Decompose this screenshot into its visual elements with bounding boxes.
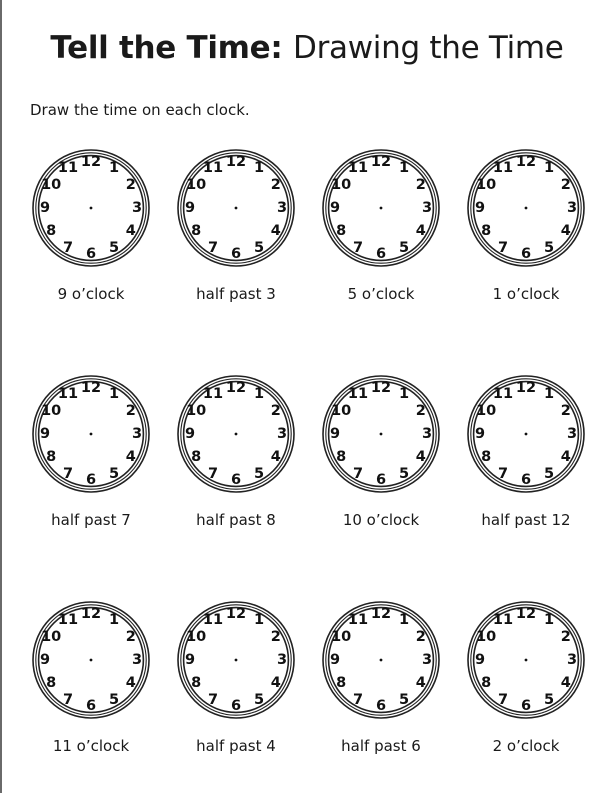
clock-number: 4 xyxy=(415,449,426,465)
clock-number: 11 xyxy=(347,386,369,403)
clock-face[interactable] xyxy=(176,374,296,494)
clock-item xyxy=(25,142,165,312)
clock-face[interactable] xyxy=(466,600,586,720)
clock-item xyxy=(315,368,455,538)
clock-number: 2 xyxy=(415,403,426,419)
clock-number: 5 xyxy=(253,691,265,708)
clock-number: 12 xyxy=(225,154,247,170)
clock-face[interactable] xyxy=(31,374,151,494)
clock-number: 4 xyxy=(270,223,281,239)
clock-number: 7 xyxy=(207,465,219,482)
clock-number: 1 xyxy=(108,612,120,629)
clock-center-dot xyxy=(380,433,383,436)
clock-number: 10 xyxy=(41,177,62,193)
clock-number: 9 xyxy=(474,426,486,442)
clock-number: 6 xyxy=(520,246,532,262)
clock-number: 9 xyxy=(329,426,341,442)
clock-number: 7 xyxy=(207,691,219,708)
clock-number: 10 xyxy=(186,403,207,419)
clock-number: 3 xyxy=(421,200,433,216)
clock-label: half past 6 xyxy=(341,737,421,755)
clock-number: 2 xyxy=(125,177,136,193)
clock-number: 9 xyxy=(474,652,486,668)
clock-number: 6 xyxy=(375,698,387,714)
clock-item xyxy=(25,594,165,764)
clock-number: 6 xyxy=(230,472,242,488)
clock-center-dot xyxy=(380,207,383,210)
page-title xyxy=(0,26,614,70)
clock-number: 8 xyxy=(46,449,57,465)
clock-number: 10 xyxy=(331,403,352,419)
clock-number: 11 xyxy=(202,612,224,629)
clock-label: half past 8 xyxy=(196,511,276,529)
clock-center-dot xyxy=(525,207,528,210)
clock-number: 10 xyxy=(476,403,497,419)
clock-number: 2 xyxy=(560,403,571,419)
clock-number: 3 xyxy=(131,200,143,216)
clock-number: 2 xyxy=(270,403,281,419)
clock-face[interactable] xyxy=(466,374,586,494)
clock-number: 9 xyxy=(184,200,196,216)
clock-number: 4 xyxy=(125,675,136,691)
clock-number: 6 xyxy=(85,246,97,262)
clock-number: 1 xyxy=(543,386,555,403)
clock-number: 4 xyxy=(415,223,426,239)
clock-center-dot xyxy=(90,659,93,662)
clock-number: 8 xyxy=(481,449,492,465)
clock-item xyxy=(460,142,600,312)
clock-number: 1 xyxy=(398,386,410,403)
clock-number: 3 xyxy=(276,652,288,668)
clock-face[interactable] xyxy=(466,148,586,268)
clock-number: 5 xyxy=(108,239,120,256)
clock-number: 10 xyxy=(41,403,62,419)
clock-number: 8 xyxy=(46,223,57,239)
clock-number: 9 xyxy=(39,200,51,216)
clock-number: 3 xyxy=(131,652,143,668)
clock-number: 3 xyxy=(421,652,433,668)
clock-label: half past 3 xyxy=(196,285,276,303)
clock-number: 2 xyxy=(415,177,426,193)
clock-number: 11 xyxy=(57,612,79,629)
clock-number: 9 xyxy=(329,200,341,216)
clock-number: 9 xyxy=(39,426,51,442)
clock-number: 11 xyxy=(492,612,514,629)
clock-number: 2 xyxy=(560,177,571,193)
clock-number: 10 xyxy=(41,629,62,645)
clock-item xyxy=(460,368,600,538)
clock-center-dot xyxy=(90,433,93,436)
clock-label: 10 o’clock xyxy=(342,511,420,529)
clock-number: 10 xyxy=(476,177,497,193)
clock-number: 12 xyxy=(370,154,392,170)
clock-number: 5 xyxy=(253,465,265,482)
clock-face[interactable] xyxy=(176,148,296,268)
clock-number: 8 xyxy=(191,675,202,691)
clock-center-dot xyxy=(235,207,238,210)
clock-number: 5 xyxy=(543,691,555,708)
clock-number: 6 xyxy=(520,472,532,488)
clock-number: 5 xyxy=(398,239,410,256)
clock-number: 6 xyxy=(375,472,387,488)
clock-number: 11 xyxy=(202,386,224,403)
clock-center-dot xyxy=(235,433,238,436)
clock-number: 8 xyxy=(336,449,347,465)
clock-number: 11 xyxy=(492,160,514,177)
clock-number: 1 xyxy=(543,160,555,177)
clock-number: 7 xyxy=(352,691,364,708)
clock-number: 12 xyxy=(515,154,537,170)
clock-number: 6 xyxy=(375,246,387,262)
clock-number: 8 xyxy=(191,449,202,465)
clock-number: 5 xyxy=(543,465,555,482)
clock-number: 7 xyxy=(62,691,74,708)
clock-number: 10 xyxy=(186,177,207,193)
clock-number: 7 xyxy=(352,465,364,482)
clock-item xyxy=(25,368,165,538)
clock-number: 12 xyxy=(80,380,102,396)
clock-number: 7 xyxy=(62,239,74,256)
clock-number: 1 xyxy=(253,160,265,177)
clock-number: 4 xyxy=(560,449,571,465)
clock-number: 12 xyxy=(515,380,537,396)
clock-number: 4 xyxy=(415,675,426,691)
clock-number: 1 xyxy=(253,612,265,629)
clock-number: 7 xyxy=(352,239,364,256)
clock-number: 5 xyxy=(398,465,410,482)
clock-label: 11 o’clock xyxy=(52,737,130,755)
clock-number: 5 xyxy=(398,691,410,708)
clock-number: 8 xyxy=(481,223,492,239)
clock-number: 10 xyxy=(476,629,497,645)
clock-number: 9 xyxy=(474,200,486,216)
clock-number: 3 xyxy=(566,200,578,216)
clock-number: 4 xyxy=(560,675,571,691)
clock-number: 7 xyxy=(62,465,74,482)
clock-number: 6 xyxy=(230,246,242,262)
clock-number: 12 xyxy=(225,380,247,396)
clock-number: 7 xyxy=(497,465,509,482)
clock-number: 8 xyxy=(191,223,202,239)
clock-label: half past 4 xyxy=(196,737,276,755)
clock-number: 2 xyxy=(125,629,136,645)
clock-number: 12 xyxy=(370,606,392,622)
clock-number: 6 xyxy=(85,472,97,488)
clock-center-dot xyxy=(525,659,528,662)
clock-number: 10 xyxy=(331,177,352,193)
clock-number: 3 xyxy=(276,200,288,216)
clock-number: 2 xyxy=(270,177,281,193)
clock-center-dot xyxy=(525,433,528,436)
clock-face[interactable] xyxy=(321,600,441,720)
clock-center-dot xyxy=(235,659,238,662)
clock-number: 2 xyxy=(560,629,571,645)
clock-number: 12 xyxy=(80,154,102,170)
clock-number: 4 xyxy=(125,223,136,239)
clock-number: 9 xyxy=(184,426,196,442)
clock-item xyxy=(170,142,310,312)
clock-number: 12 xyxy=(80,606,102,622)
clock-label: 2 o’clock xyxy=(492,737,560,755)
clock-number: 7 xyxy=(497,691,509,708)
clock-number: 3 xyxy=(566,426,578,442)
clock-number: 9 xyxy=(329,652,341,668)
clock-number: 9 xyxy=(184,652,196,668)
clock-number: 1 xyxy=(543,612,555,629)
clock-number: 11 xyxy=(57,160,79,177)
clock-label: 1 o’clock xyxy=(492,285,560,303)
clock-number: 7 xyxy=(207,239,219,256)
clock-number: 6 xyxy=(230,698,242,714)
clock-label: half past 7 xyxy=(51,511,131,529)
clock-item xyxy=(315,142,455,312)
clock-number: 2 xyxy=(270,629,281,645)
clock-item xyxy=(170,594,310,764)
clock-number: 1 xyxy=(398,612,410,629)
clock-number: 2 xyxy=(415,629,426,645)
clock-number: 11 xyxy=(347,160,369,177)
clock-number: 3 xyxy=(566,652,578,668)
clock-number: 1 xyxy=(108,386,120,403)
clock-label: half past 12 xyxy=(481,511,571,529)
clock-number: 3 xyxy=(421,426,433,442)
clock-label: 5 o’clock xyxy=(347,285,415,303)
clock-number: 11 xyxy=(57,386,79,403)
clock-number: 2 xyxy=(125,403,136,419)
clock-number: 11 xyxy=(347,612,369,629)
clock-number: 4 xyxy=(560,223,571,239)
clock-number: 8 xyxy=(336,223,347,239)
clock-number: 4 xyxy=(125,449,136,465)
page-border-line xyxy=(0,0,2,793)
clock-number: 5 xyxy=(253,239,265,256)
title-normal-part: Drawing the Time xyxy=(293,30,564,66)
clock-number: 5 xyxy=(108,465,120,482)
clock-number: 5 xyxy=(543,239,555,256)
clock-number: 12 xyxy=(225,606,247,622)
clock-number: 5 xyxy=(108,691,120,708)
title-bold-part: Tell the Time: xyxy=(50,30,283,66)
clock-number: 11 xyxy=(492,386,514,403)
clock-center-dot xyxy=(90,207,93,210)
clock-number: 10 xyxy=(331,629,352,645)
clock-number: 1 xyxy=(253,386,265,403)
clock-number: 4 xyxy=(270,449,281,465)
clock-number: 6 xyxy=(85,698,97,714)
clock-number: 12 xyxy=(370,380,392,396)
clock-face[interactable] xyxy=(321,148,441,268)
clock-number: 3 xyxy=(131,426,143,442)
clock-number: 8 xyxy=(336,675,347,691)
clock-label: 9 o’clock xyxy=(57,285,125,303)
clock-item xyxy=(460,594,600,764)
clock-grid xyxy=(25,142,609,772)
clock-face[interactable] xyxy=(31,148,151,268)
clock-number: 1 xyxy=(398,160,410,177)
clock-number: 9 xyxy=(39,652,51,668)
clock-number: 6 xyxy=(520,698,532,714)
instruction-text: Draw the time on each clock. xyxy=(30,101,250,119)
clock-number: 1 xyxy=(108,160,120,177)
clock-item xyxy=(315,594,455,764)
clock-number: 3 xyxy=(276,426,288,442)
clock-number: 8 xyxy=(46,675,57,691)
clock-number: 8 xyxy=(481,675,492,691)
clock-face[interactable] xyxy=(176,600,296,720)
clock-number: 7 xyxy=(497,239,509,256)
clock-face[interactable] xyxy=(321,374,441,494)
clock-item xyxy=(170,368,310,538)
clock-number: 10 xyxy=(186,629,207,645)
clock-center-dot xyxy=(380,659,383,662)
clock-number: 4 xyxy=(270,675,281,691)
clock-face[interactable] xyxy=(31,600,151,720)
clock-number: 12 xyxy=(515,606,537,622)
clock-number: 11 xyxy=(202,160,224,177)
